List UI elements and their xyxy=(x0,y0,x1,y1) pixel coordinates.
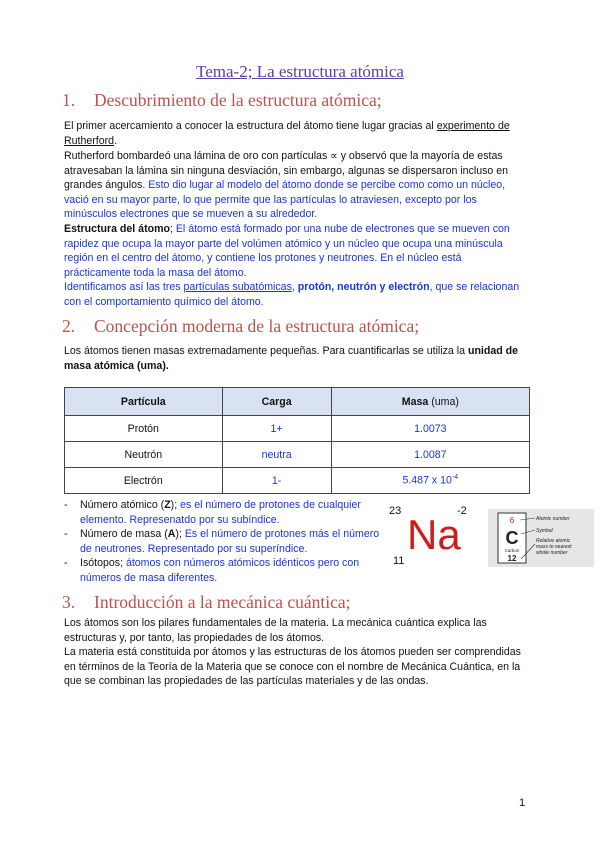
bold-term: protón, neutrón y electrón xyxy=(297,281,430,293)
section-heading-2 xyxy=(62,316,419,337)
cell-particle: Protón xyxy=(65,416,223,442)
text: ; xyxy=(169,223,176,235)
card-label: Atomic number xyxy=(536,516,570,522)
section-title: Introducción a la mecánica cuántica; xyxy=(94,592,351,612)
link-experimento-rutherford[interactable]: experimento de Rutherford xyxy=(64,120,510,147)
text: Rutherford bombardeó una lámina de oro con partículas ∝ y observó que la mayoría de estas atravesaban la lámina sin ninguna desviación, sin embargo, algunas se dispersaron incluso en grandes ángulos. xyxy=(64,150,509,192)
card-label: whole number xyxy=(536,550,568,556)
card-element-name: Carbon xyxy=(504,548,520,553)
header-mass xyxy=(331,388,529,416)
cell-charge: 1- xyxy=(222,468,331,494)
particles-table xyxy=(64,387,530,494)
table-row xyxy=(65,468,530,494)
paragraph-quantum-1: Los átomos son los pilares fundamentales de la materia. La mecánica cuántica explica las estructuras y, por tanto, las propiedades de los átomos. xyxy=(64,617,487,644)
text: ; xyxy=(120,557,126,570)
highlighted-text: Esto dio lugar al modelo del átomo donde se percibe como como un núcleo, vació en su mayor parte, lo que permite que las partículas lo atraviesen, excepto por los minúsculos electrones que se mueven a su alrededor. xyxy=(64,179,506,221)
link-particulas-subatomicas[interactable]: partículas subatómicas xyxy=(183,281,292,293)
na-atomic-number: 11 xyxy=(393,555,405,567)
carbon-element-card xyxy=(487,508,595,568)
cell-particle: Neutrón xyxy=(65,442,223,468)
cell-charge: neutra xyxy=(222,442,331,468)
bold-term: unidad de masa atómica (uma). xyxy=(64,345,518,372)
highlighted-text: , xyxy=(291,281,298,293)
list-item: - Número de masa (A); Es el número de protones más el número de neutrones. Representado por su superíndice. xyxy=(64,528,380,555)
section-number: 3. xyxy=(62,592,76,612)
mass-exponent: -4 xyxy=(451,474,459,482)
paragraph-uma xyxy=(64,344,530,373)
table-header-row xyxy=(65,388,530,416)
page-number: 1 xyxy=(519,797,526,809)
list-item: - Número atómico (Z); es el número de protones de cualquier elemento. Represenatdo por su subíndice. xyxy=(64,499,361,526)
cell-particle: Electrón xyxy=(65,468,223,494)
table-row xyxy=(65,416,530,442)
cell-mass xyxy=(331,468,529,494)
card-atomic-number: 6 xyxy=(509,516,515,525)
text: El primer acercamiento a conocer la estructura del átomo tiene lugar gracias al xyxy=(64,120,437,132)
paragraph-atom-structure xyxy=(64,222,530,280)
highlighted-text: El átomo está formado por una nube de electrones que se mueven con rapidez que ocupa la mayor parte del volúmen atómico y un núcleo que ocupa una minúscula región en el centro del átomo, y contiene los protones y neutrones. En el núcleo está prácticamente toda la masa del átomo. xyxy=(64,223,510,279)
card-mass: 12 xyxy=(507,554,517,563)
highlighted-text: Identificamos así las tres xyxy=(64,281,184,293)
section-heading-3 xyxy=(62,592,351,613)
header-particle: Partícula xyxy=(65,388,223,416)
paragraph-subatomic xyxy=(64,280,530,309)
cell-charge: 1+ xyxy=(222,416,331,442)
highlighted-text: es el número de protones de cualquier elemento. Represenatdo por su subíndice. xyxy=(80,499,361,526)
card-symbol: C xyxy=(505,528,519,548)
mass-mantissa: 5.487 x 10 xyxy=(402,474,452,487)
header-charge: Carga xyxy=(222,388,331,416)
cell-mass: 1.0073 xyxy=(331,416,529,442)
text: Los átomos tienen masas extremadamente pequeñas. Para cuantificarlas se utiliza la xyxy=(64,345,468,357)
paragraph-rutherford-experiment xyxy=(64,149,530,222)
highlighted-text: Es el número de protones más el número de neutrones. Representado por su superíndice. xyxy=(80,528,380,555)
page-title: Tema-2; La estructura atómica xyxy=(196,62,404,81)
text: Número de masa ( xyxy=(80,528,168,541)
bold-term: Estructura del átomo xyxy=(64,223,170,235)
text: ); xyxy=(175,528,185,541)
na-symbol: Na xyxy=(407,511,461,558)
symbol: A xyxy=(167,528,176,541)
card-label: Symbol xyxy=(536,528,553,534)
definitions-list xyxy=(64,498,382,586)
text: Número atómico ( xyxy=(80,499,165,511)
highlighted-text: átomos con números atómicos idénticos pero con números de masa diferentes. xyxy=(80,557,360,584)
section-number: 2. xyxy=(62,316,76,336)
header-mass-unit: (uma) xyxy=(428,395,459,408)
cell-mass: 1.0087 xyxy=(331,442,529,468)
table-row xyxy=(65,442,530,468)
text: Isótopos xyxy=(80,557,121,570)
card-label: Relative atomic xyxy=(536,538,571,544)
header-mass-label: Masa xyxy=(401,395,429,408)
list-item: - Isótopos; átomos con números atómicos idénticos pero con números de masa diferentes. xyxy=(64,557,360,584)
na-mass-number: 23 xyxy=(389,505,402,517)
text: ); xyxy=(170,499,181,511)
section-number: 1. xyxy=(62,90,76,110)
section-heading-1 xyxy=(62,90,382,111)
symbol: Z xyxy=(164,499,171,511)
paragraph-rutherford-intro xyxy=(64,119,530,148)
paragraph-quantum-2: La materia está constituida por átomos y las estructuras de los átomos pueden ser comprendidas en términos de la Teoría de la Materia que se conoce con el nombre de Mecánica Cuántica, en la que se combinan las propiedades de las partículas materiales y de las ondas. xyxy=(64,646,521,688)
card-label: mass to nearest xyxy=(536,544,572,550)
text: . xyxy=(114,134,118,147)
section-title: Concepción moderna de la estructura atómica; xyxy=(94,316,420,336)
na-charge: -2 xyxy=(457,505,467,517)
highlighted-text: , que se relacionan con el comportamiento químico del átomo. xyxy=(64,281,520,308)
section-title: Descubrimiento de la estructura atómica; xyxy=(94,90,382,110)
